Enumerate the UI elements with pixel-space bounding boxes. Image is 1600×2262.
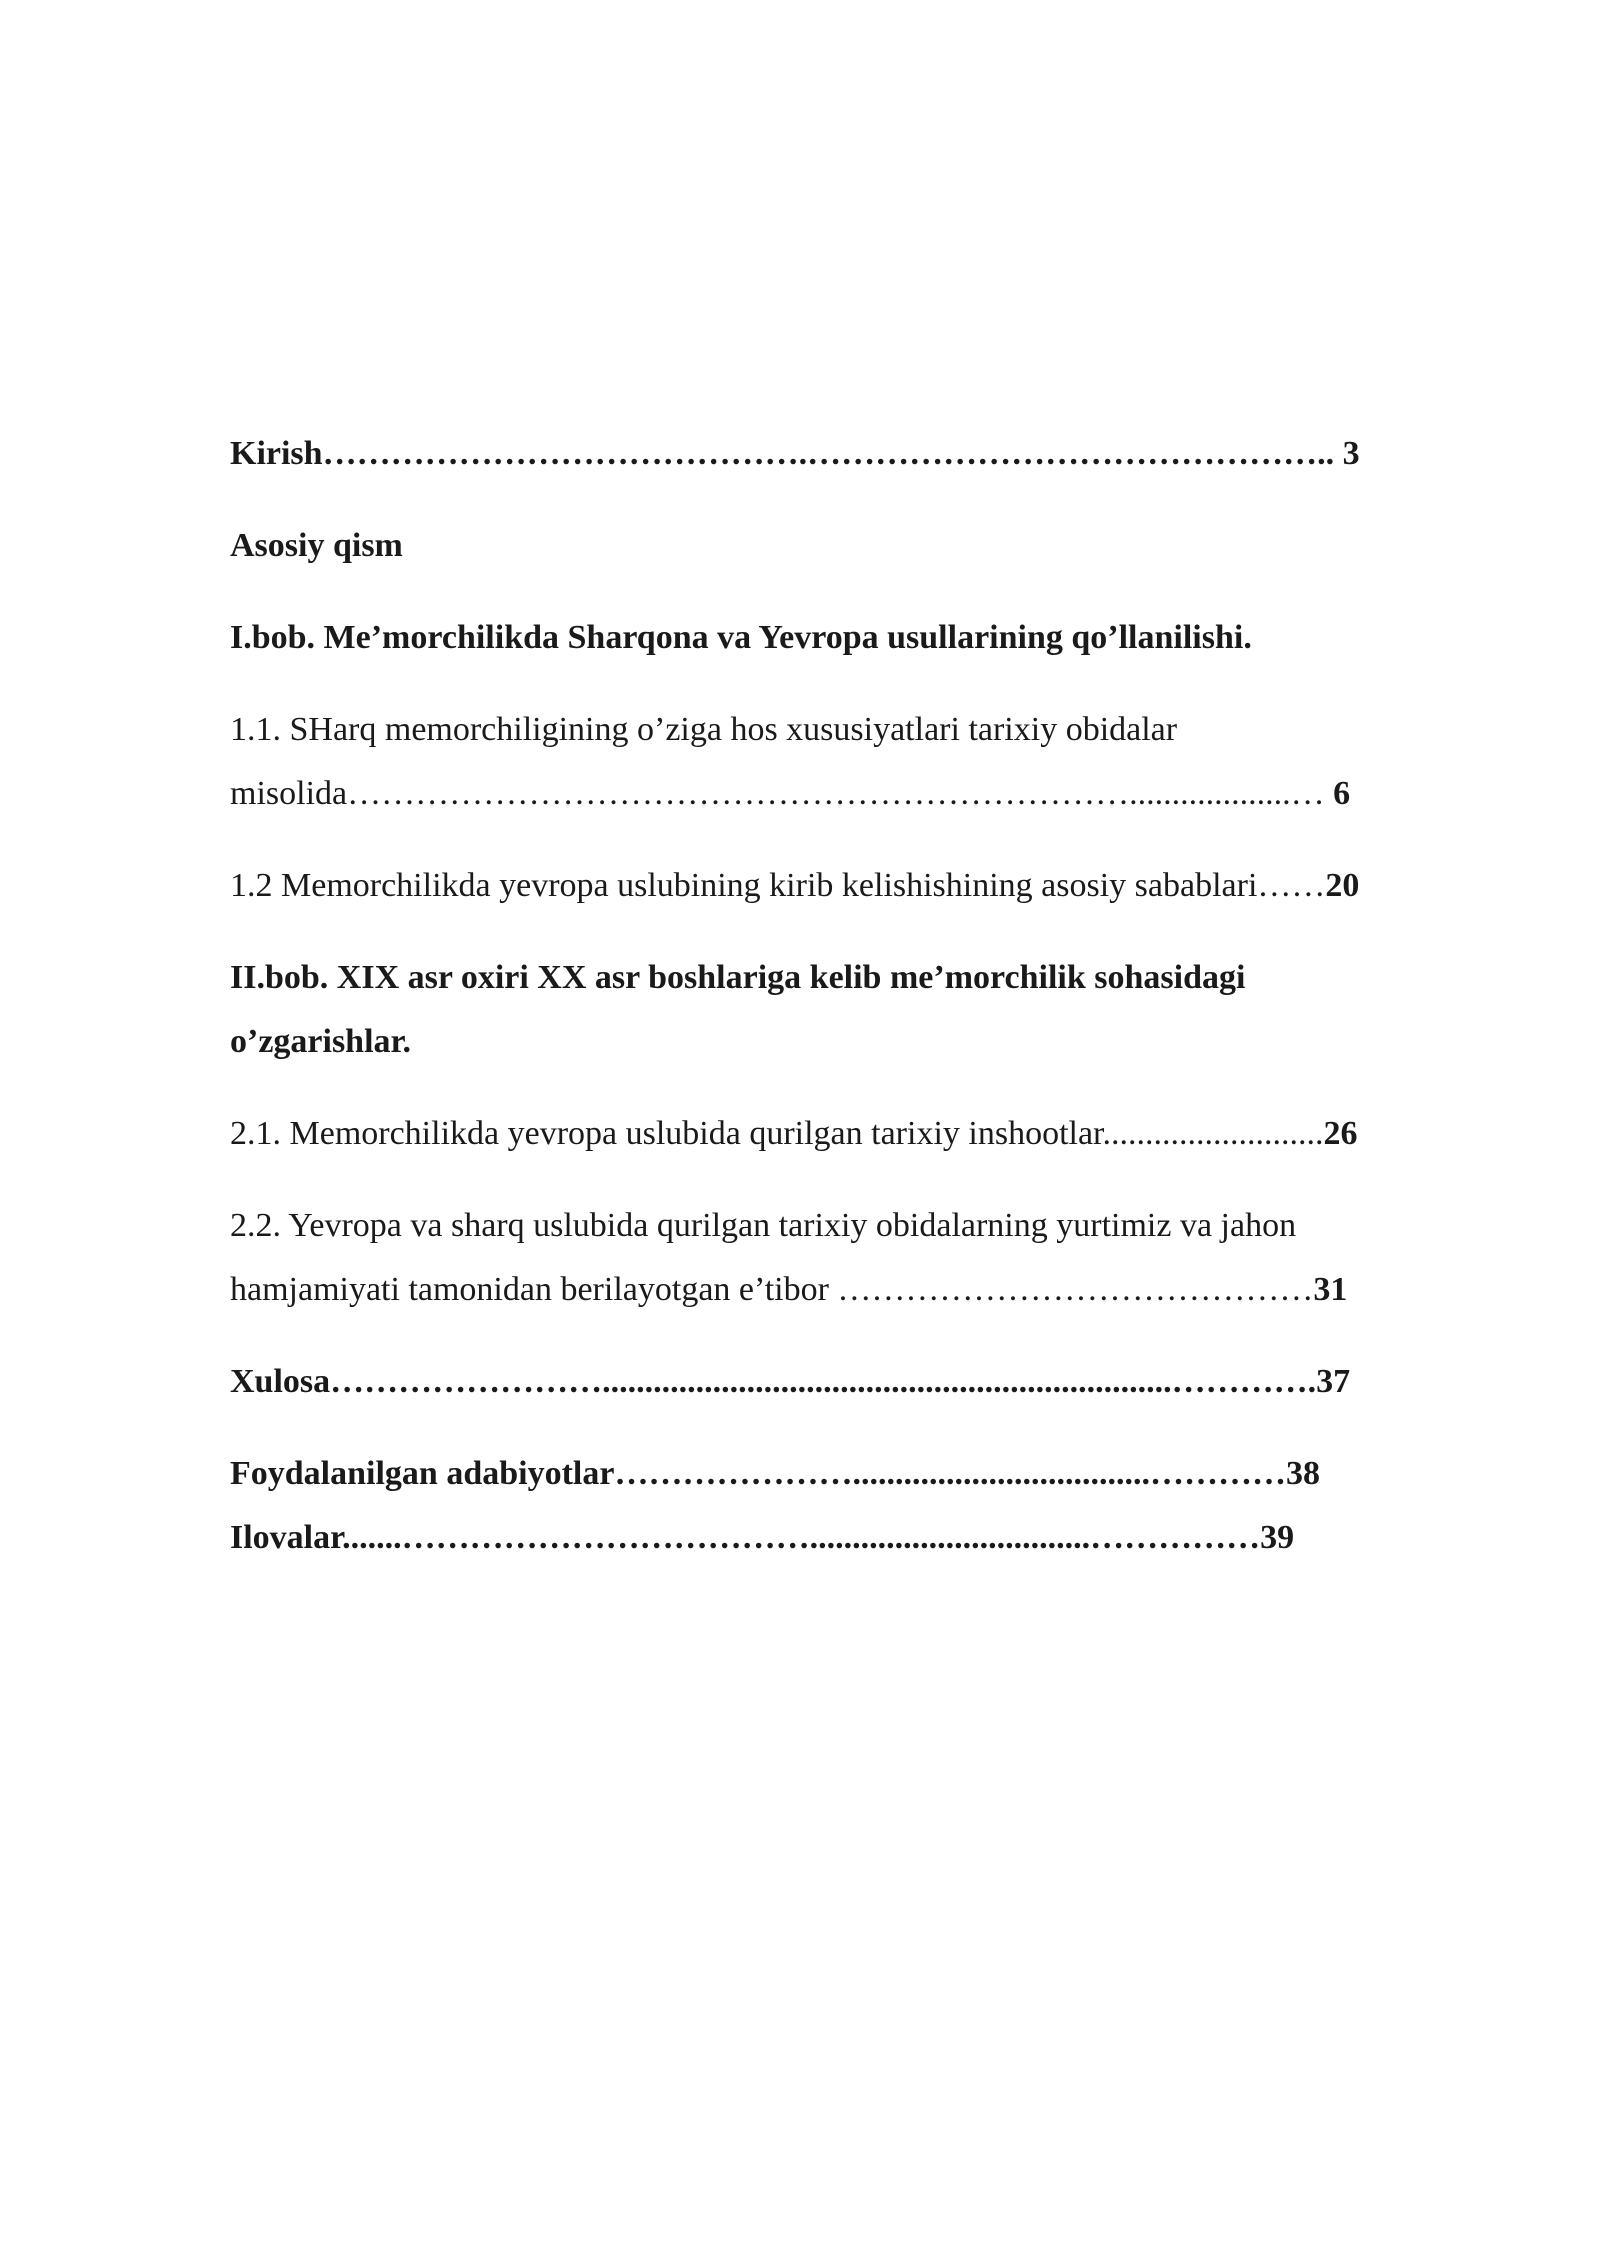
toc-entry-adabiyotlar: Foydalanilgan adabiyotlar…………………...................................…………38 [230, 1455, 1320, 1492]
toc-chapter-2-title-line-2: o’zgarishlar. [230, 1023, 412, 1060]
toc-entry-1-1-line-1: 1.1. SHarq memorchiligining o’ziga hos xususiyatlari tarixiy obidalar [230, 711, 1178, 748]
toc-entry-1-1-line-2 [230, 772, 1350, 816]
toc-entry-1-2-text: 1.2 Memorchilikda yevropa uslubining kirib kelishishining asosiy sabablari…… [230, 867, 1326, 904]
toc-entry-1-1-text: misolida……………………………………………………………...................… [230, 775, 1325, 812]
toc-entry-2-2-line-1: 2.2. Yevropa va sharq uslubida qurilgan tarixiy obidalarning yurtimiz va jahon [230, 1207, 1297, 1244]
toc-entry-2-2-page: 31 [1313, 1271, 1348, 1308]
toc-chapter-1-title: I.bob. Me’morchilikda Sharqona va Yevropa usullarining qo’llanilishi. [230, 619, 1252, 656]
toc-entry-ilovalar: Ilovalar.......……………………………….................................……………39 [230, 1519, 1295, 1556]
toc-entry-2-1-page: 26 [1323, 1115, 1358, 1152]
toc-entry-xulosa: Xulosa……………………...................................................................………….37 [230, 1363, 1351, 1400]
toc-entry-2-1-text: 2.1. Memorchilikda yevropa uslubida qurilgan tarixiy inshootlar.......................... [230, 1115, 1324, 1152]
toc-entry-1-2 [230, 864, 1359, 908]
toc-entry-2-1 [230, 1112, 1358, 1156]
toc-entry-2-2-text: hamjamiyati tamonidan berilayotgan e’tibor …………………………………… [230, 1271, 1314, 1308]
toc-entry-2-2-line-2 [230, 1268, 1347, 1312]
toc-entry-1-2-page: 20 [1325, 867, 1360, 904]
toc-entry-asosiy-qism: Asosiy qism [230, 527, 403, 564]
toc-chapter-2-title-line-1: II.bob. XIX asr oxiri XX asr boshlariga kelib me’morchilik sohasidagi [230, 959, 1246, 996]
toc-entry-1-1-page: 6 [1324, 775, 1351, 812]
toc-entry-kirish: Kirish…………………………………….……………………………………….. 3 [230, 435, 1360, 472]
